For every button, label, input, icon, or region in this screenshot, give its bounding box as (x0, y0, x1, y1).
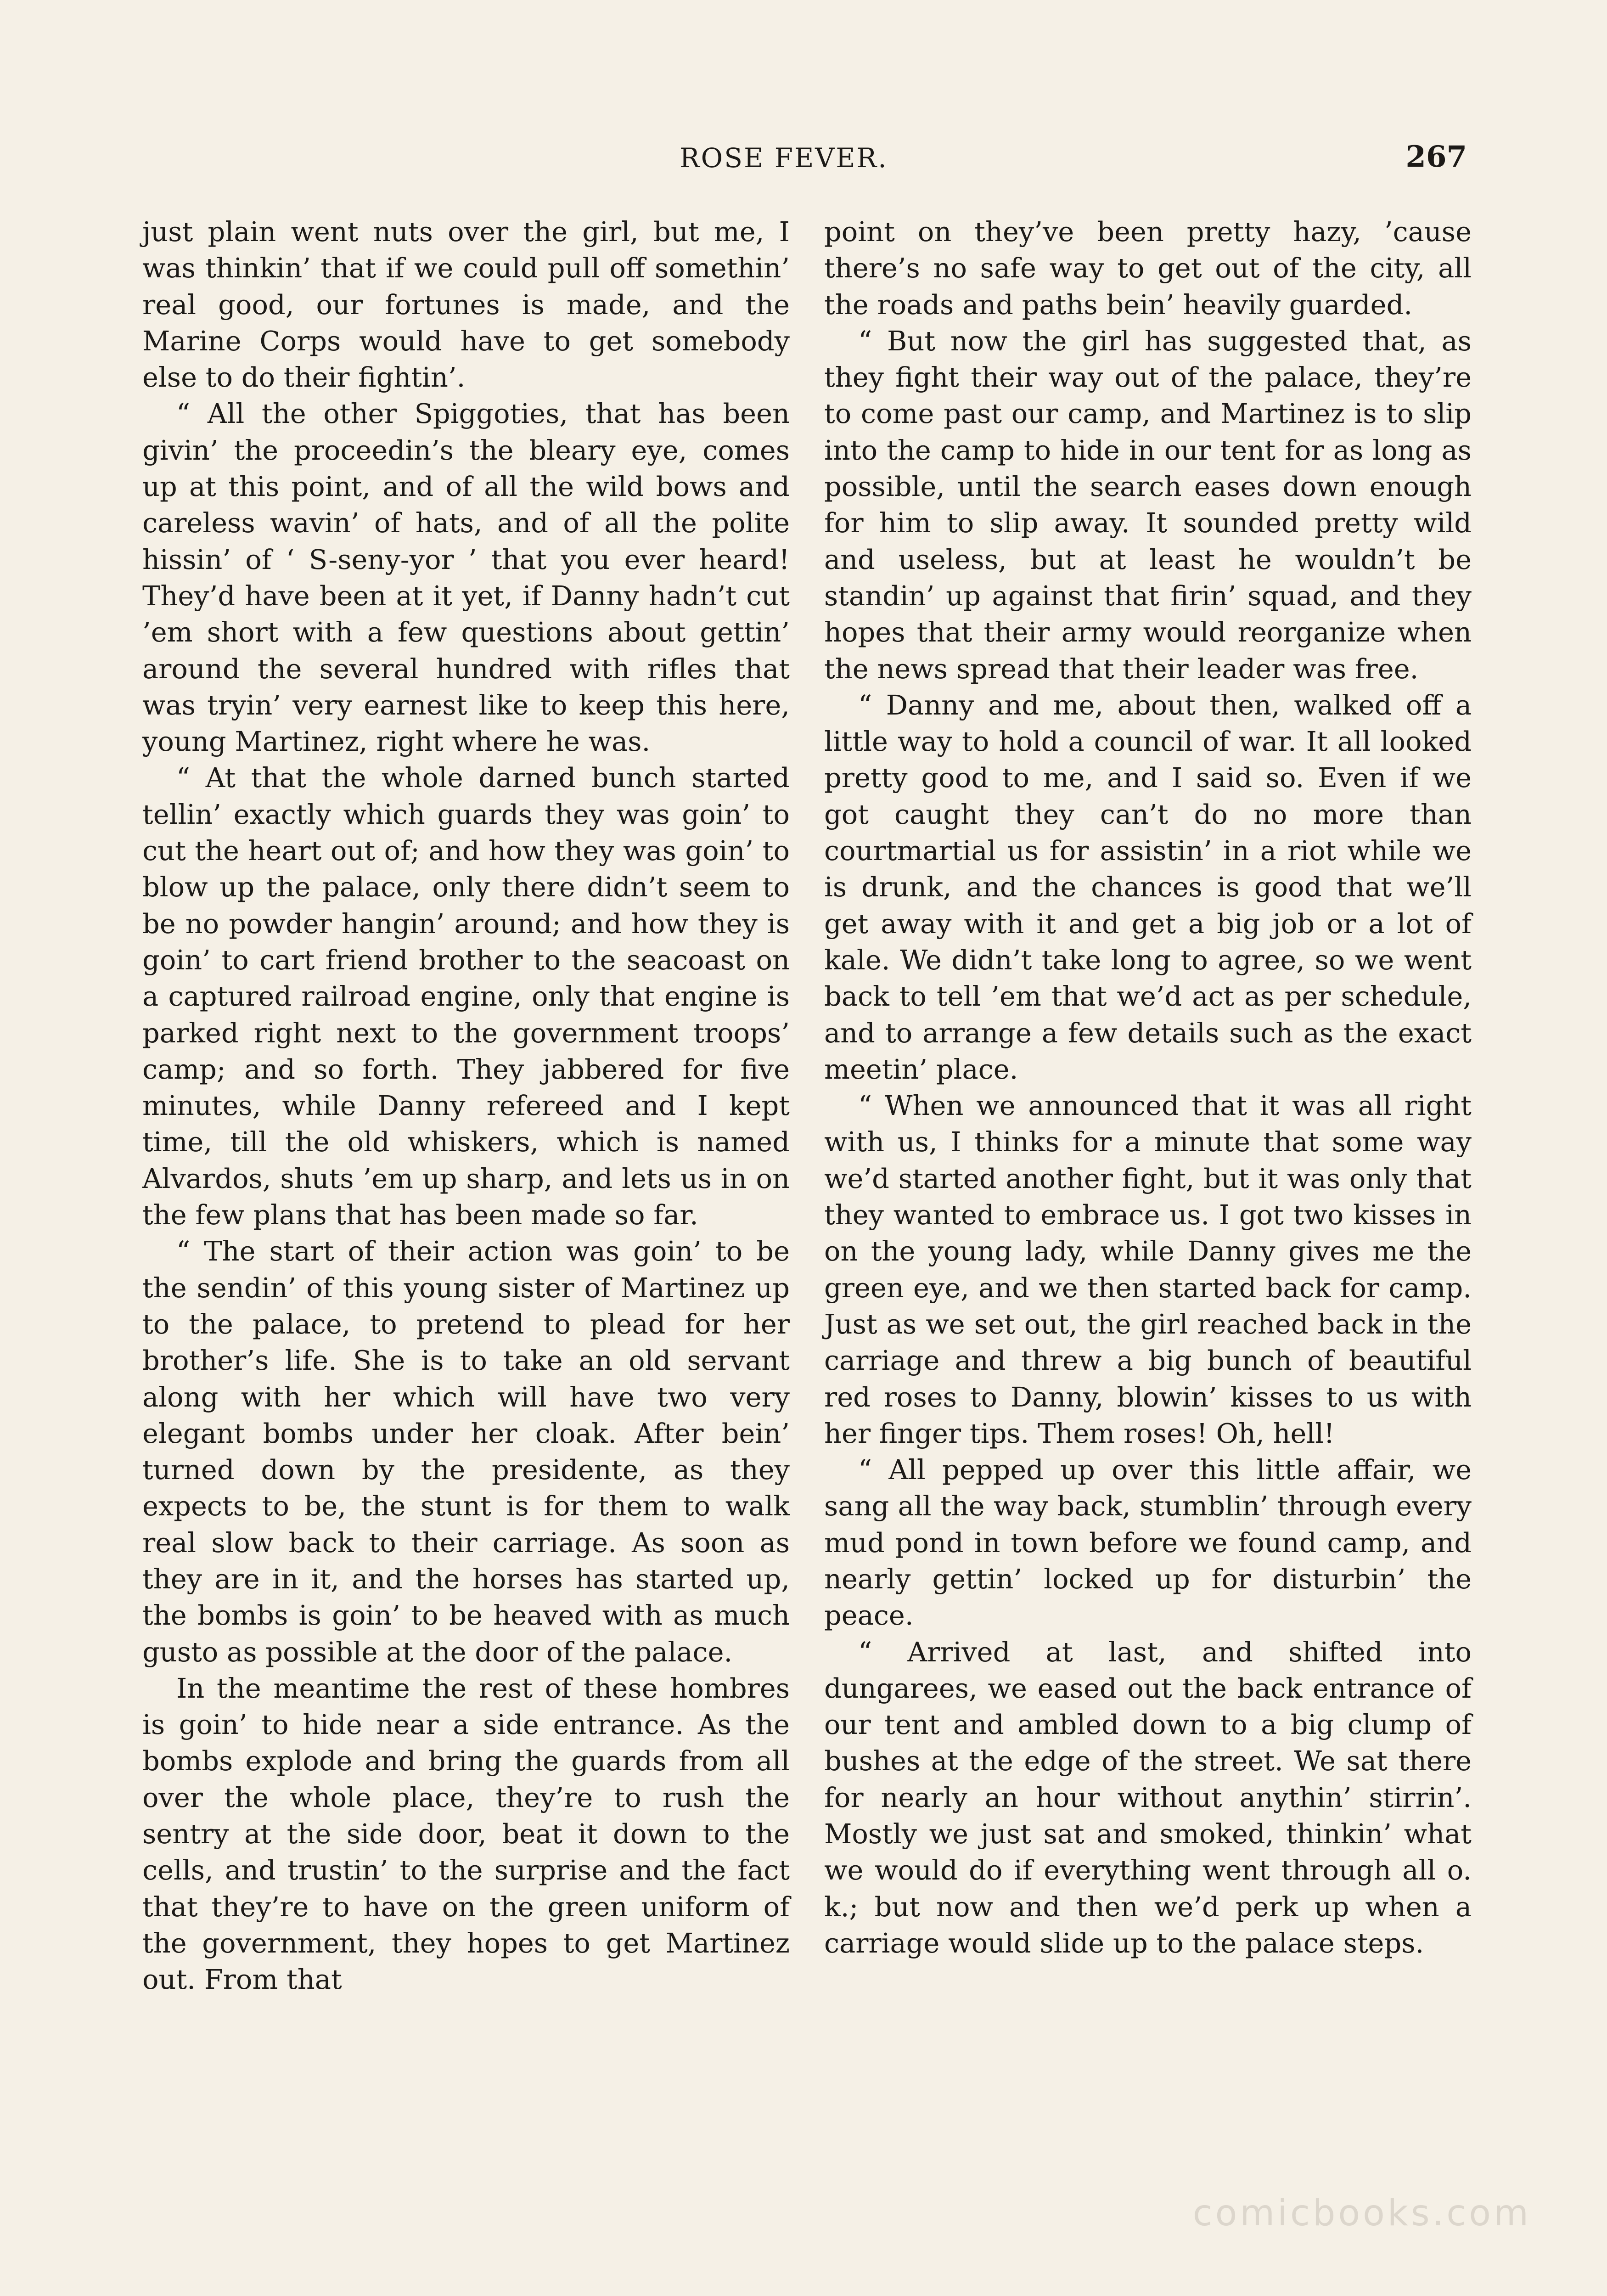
running-head: ROSE FEVER. (680, 142, 888, 174)
left-column (142, 214, 790, 1998)
paragraph: “ All pepped up over this little affair, we sang all the way back, stumblin’ through every mud pond in town before we found camp, and nearly gettin’ locked up for disturbin’ the peace. (824, 1454, 1472, 1632)
watermark: comicbooks.com (1192, 2193, 1531, 2234)
paragraph: “ When we announced that it was all right with us, I thinks for a minute that some way we’d started another fight, but it was only that they wanted to embrace us. I got two kisses in on the young lady, while Danny gives me the green eye, and we then started back for camp. Just as we set out, the girl reached back in the carriage and threw a big bunch of beautiful red roses to Danny, blowin’ kisses to us with her finger tips. Them roses! Oh, hell! (824, 1090, 1472, 1449)
paragraph: “ All the other Spiggoties, that has been givin’ the proceedin’s the bleary eye, comes up at this point, and of all the wild bows and careless wavin’ of hats, and of all the polite hissin’ of ‘ S-seny-yor ’ that you ever heard! They’d have been at it yet, if Danny hadn’t cut ’em short with a few questions about gettin’ around the several hundred with rifles that was tryin’ very earnest like to keep this here, young Martinez, right where he was. (142, 398, 790, 758)
page-header (0, 142, 1607, 184)
paragraph: In the meantime the rest of these hombres is goin’ to hide near a side entrance. As the bombs explode and bring the guards from all over the whole place, they’re to rush the sentry at the side door, beat it down to the cells, and trustin’ to the surprise and the fact that they’re to have on the green uniform of the government, they hopes to get Martinez out. From that (142, 1672, 790, 1996)
paragraph: “ The start of their action was goin’ to be the sendin’ of this young sister of Martinez up to the palace, to pretend to plead for her brother’s life. She is to take an old servant along with her which will have two very elegant bombs under her cloak. After bein’ turned down by the presidente, as they expects to be, the stunt is for them to walk real slow back to their carriage. As soon as they are in it, and the horses has started up, the bombs is goin’ to be heaved with as much gusto as possible at the door of the palace. (142, 1235, 790, 1668)
page-number: 267 (1405, 140, 1467, 174)
paragraph: point on they’ve been pretty hazy, ’cause there’s no safe way to get out of the city, all the roads and paths bein’ heavily guarded. (824, 216, 1472, 321)
paragraph: “ Arrived at last, and shifted into dungarees, we eased out the back entrance of our tent and ambled down to a big clump of bushes at the edge of the street. We sat there for nearly an hour without anythin’ stirrin’. Mostly we just sat and smoked, thinkin’ what we would do if everything went through all o. k.; but now and then we’d perk up when a carriage would slide up to the palace steps. (824, 1636, 1472, 1959)
paragraph: “ Danny and me, about then, walked off a little way to hold a council of war. It all looked pretty good to me, and I said so. Even if we got caught they can’t do no more than courtmartial us for assistin’ in a riot while we is drunk, and the chances is good that we’ll get away with it and get a big job or a lot of kale. We didn’t take long to agree, so we went back to tell ’em that we’d act as per schedule, and to arrange a few details such as the exact meetin’ place. (824, 689, 1472, 1085)
paragraph: “ But now the girl has suggested that, as they fight their way out of the palace, they’re to come past our camp, and Martinez is to slip into the camp to hide in our tent for as long as possible, until the search eases down enough for him to slip away. It sounded pretty wild and useless, but at least he wouldn’t be standin’ up against that firin’ squad, and they hopes that their army would reorganize when the news spread that their leader was free. (824, 325, 1472, 685)
paragraph: just plain went nuts over the girl, but me, I was thinkin’ that if we could pull off somethin’ real good, our fortunes is made, and the Marine Corps would have to get somebody else to do their fightin’. (142, 216, 790, 394)
paragraph: “ At that the whole darned bunch started tellin’ exactly which guards they was goin’ to cut the heart out of; and how they was goin’ to blow up the palace, only there didn’t seem to be no powder hangin’ around; and how they is goin’ to cart friend brother to the seacoast on a captured railroad engine, only that engine is parked right next to the government troops’ camp; and so forth. They jabbered for five minutes, while Danny refereed and I kept time, till the old whiskers, which is named Alvardos, shuts ’em up sharp, and lets us in on the few plans that has been made so far. (142, 762, 790, 1231)
right-column (824, 214, 1472, 1961)
